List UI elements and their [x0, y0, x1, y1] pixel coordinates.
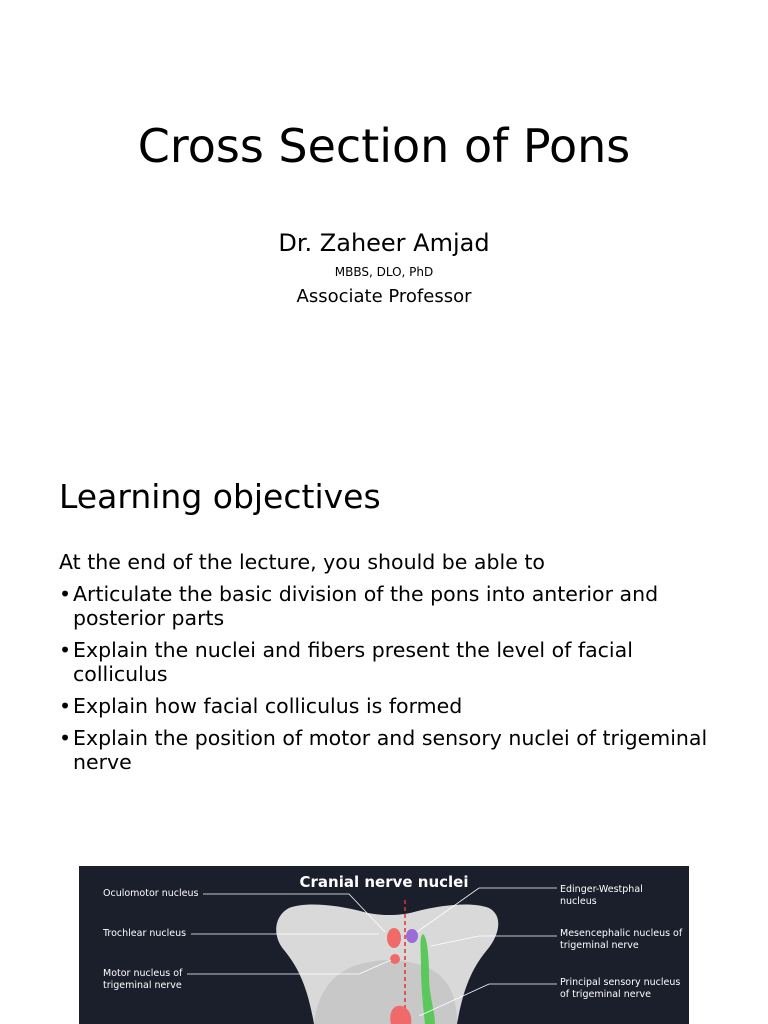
label-edinger-westphal: Edinger-Westphal nucleus — [560, 884, 643, 907]
bullet-icon: • — [59, 726, 72, 750]
label-principal-sensory-nucleus: Principal sensory nucleus of trigeminal nerve — [560, 977, 681, 1000]
objective-text: Explain the position of motor and sensory nuclei of trigeminal nerve — [73, 726, 708, 774]
objectives-heading: Learning objectives — [59, 477, 381, 516]
author-degrees: MBBS, DLO, PhD — [334, 265, 434, 279]
objective-text: Explain the nuclei and fibers present the level of facial colliculus — [73, 638, 633, 686]
objectives-intro: At the end of the lecture, you should be able to — [59, 550, 545, 574]
objectives-slide — [0, 420, 768, 860]
label-mesencephalic-nucleus: Mesencephalic nucleus of trigeminal nerve — [560, 928, 683, 951]
label-oculomotor-nucleus: Oculomotor nucleus — [103, 888, 199, 899]
oculomotor-nucleus-mark-2 — [390, 954, 400, 964]
oculomotor-nucleus-mark — [387, 928, 401, 948]
list-item — [59, 582, 709, 630]
cranial-nerve-diagram — [79, 866, 689, 1024]
objective-text: Explain how facial colliculus is formed — [73, 694, 463, 718]
objectives-list — [59, 582, 709, 782]
label-trochlear-nucleus: Trochlear nucleus — [103, 928, 187, 939]
author-name: Dr. Zaheer Amjad — [278, 229, 490, 257]
bullet-icon: • — [59, 694, 72, 718]
label-motor-nucleus-trigeminal: Motor nucleus of trigeminal nerve — [103, 968, 183, 991]
list-item — [59, 726, 709, 774]
list-item — [59, 694, 709, 718]
edinger-westphal-mark — [406, 929, 418, 943]
diagram-title: Cranial nerve nuclei — [299, 873, 469, 891]
objective-text: Articulate the basic division of the pons into anterior and posterior parts — [73, 582, 659, 630]
title-slide — [0, 0, 768, 420]
author-position: Associate Professor — [296, 286, 472, 307]
list-item — [59, 638, 709, 686]
bullet-icon: • — [59, 582, 72, 606]
bullet-icon: • — [59, 638, 72, 662]
page-title: Cross Section of Pons — [137, 119, 631, 173]
